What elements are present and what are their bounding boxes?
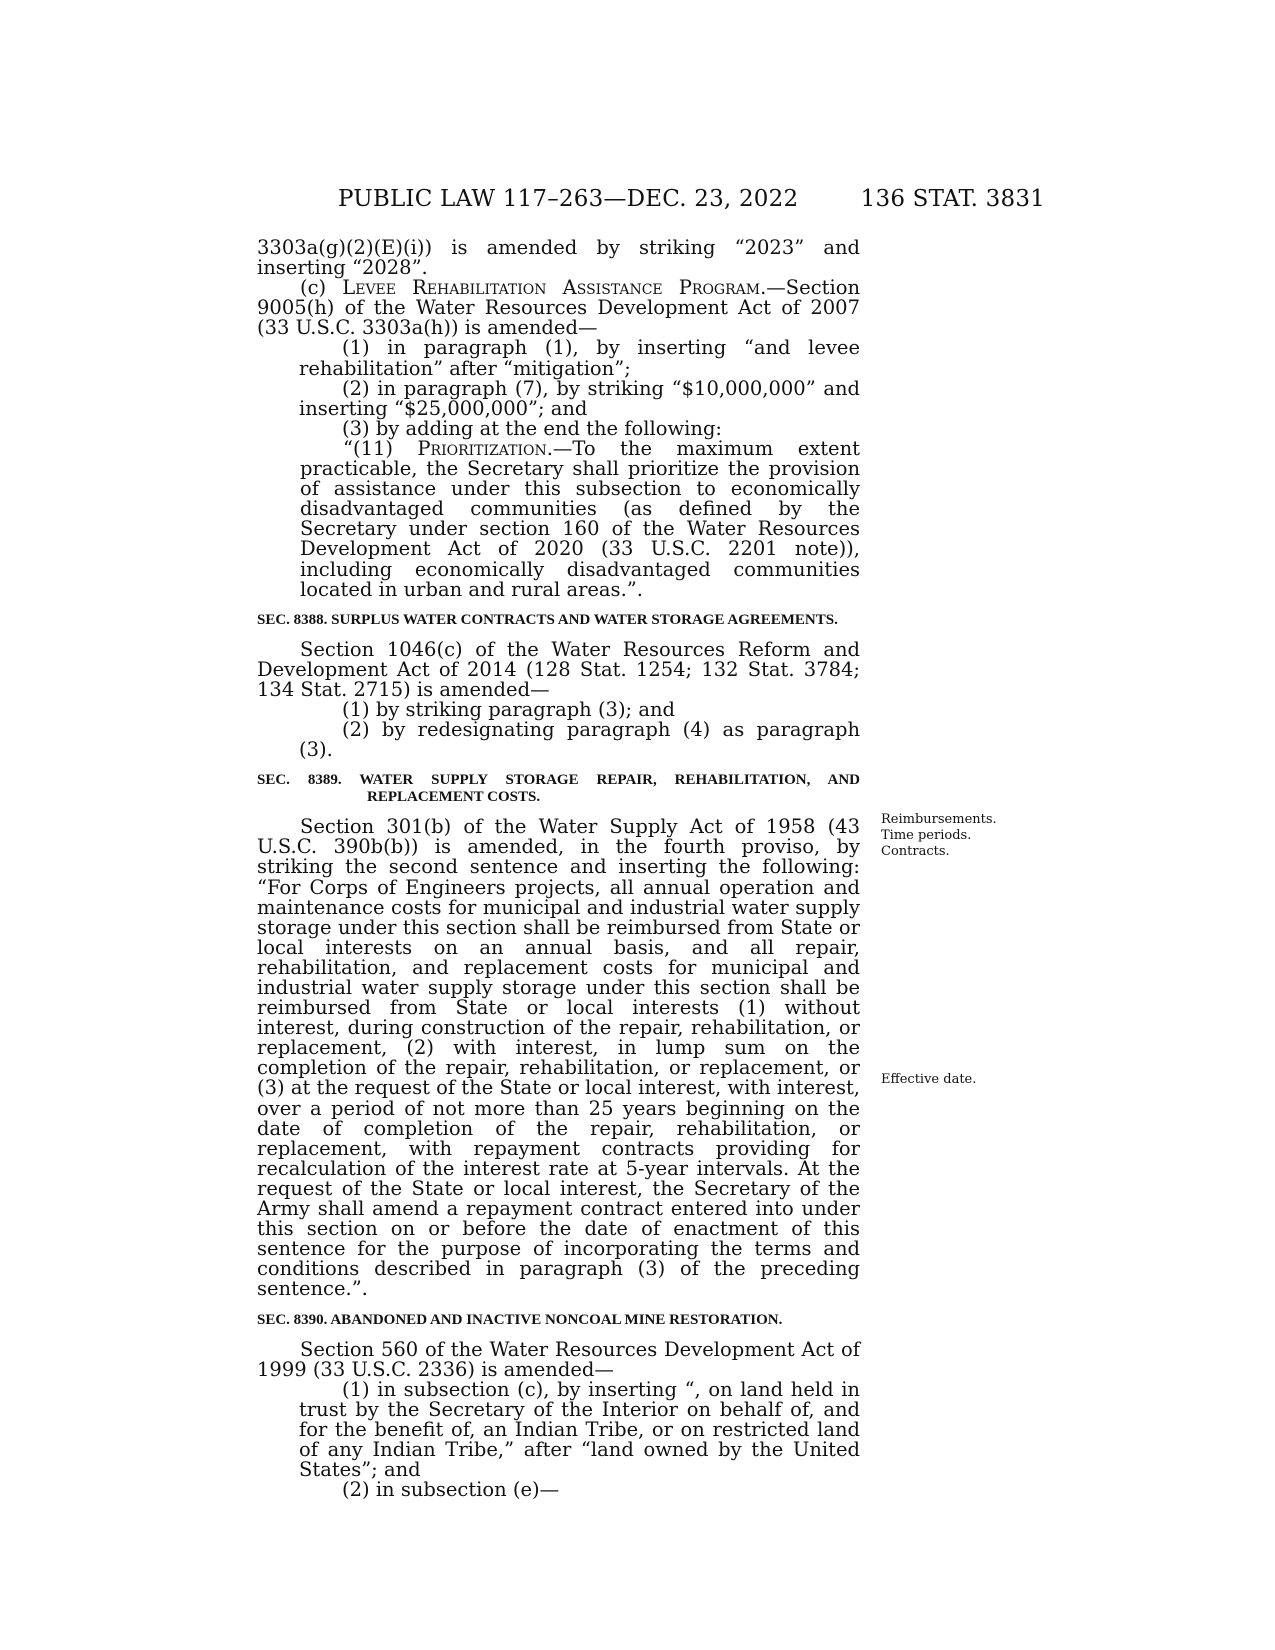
section-heading-8388: SEC. 8388. SURPLUS WATER CONTRACTS AND WATER STORAGE AGREEMENTS. bbox=[257, 611, 838, 628]
margin-note-group-1 bbox=[881, 812, 1051, 860]
page-number: 136 STAT. 3831 bbox=[860, 186, 1045, 212]
paragraph-levee-program bbox=[257, 278, 860, 338]
page-header bbox=[0, 186, 1275, 218]
margin-note-contracts: Contracts. bbox=[881, 844, 950, 859]
running-head: PUBLIC LAW 117–263—DEC. 23, 2022 bbox=[338, 186, 799, 212]
paragraph-section-8390: Section 560 of the Water Resources Development Act of 1999 (33 U.S.C. 2336) is amended— bbox=[257, 1337, 860, 1381]
paragraph-section-8389: Section 301(b) of the Water Supply Act of 1958 (43 U.S.C. 390b(b)) is amended, in the fourth proviso, by striking the second sentence and inserting the following: “For Corps of Engineers projects, all annual operation and maintenance costs for municipal and industrial water supply storage under this section shall be reimbursed from State or local interests on an annual basis, and all repair, rehabilitation, and replacement costs for municipal and industrial water supply storage under this section shall be reimbursed from State or local interests (1) without interest, during construction of the repair, rehabilitation, or replacement, (2) with interest, in lump sum on the completion of the repair, rehabilitation, or replacement, or (3) at the request of the State or local interest, with interest, over a period of not more than 25 years beginning on the date of completion of the repair, rehabilitation, or replacement, with repayment contracts providing for recalculation of the interest rate at 5-year intervals. At the request of the State or local interest, the Secretary of the Army shall amend a repayment contract entered into under this section on or before the date of enactment of this sentence for the purpose of incorporating the terms and conditions described in paragraph (3) of the preceding sentence.”. bbox=[257, 815, 860, 1301]
margin-note-time-periods: Time periods. bbox=[881, 828, 972, 843]
section-heading-8390: SEC. 8390. ABANDONED AND INACTIVE NONCOAL MINE RESTORATION. bbox=[257, 1311, 783, 1328]
section-heading-8389: SEC. 8389. WATER SUPPLY STORAGE REPAIR, REHABILITATION, AND REPLACEMENT COSTS. bbox=[257, 772, 860, 806]
paragraph-prioritization bbox=[257, 436, 860, 601]
paragraph-item-2: (2) in paragraph (7), by striking “$10,000,000” and inserting “$25,000,000”; and bbox=[299, 376, 860, 420]
paragraph-8388-item-1: (1) by striking paragraph (3); and bbox=[342, 697, 675, 721]
paragraph-8388-item-2: (2) by redesignating paragraph (4) as paragraph (3). bbox=[299, 718, 860, 762]
paragraph-8390-item-1: (1) in subsection (c), by inserting “, on land held in trust by the Secretary of the Interior on behalf of, and for the benefit of, an Indian Tribe, or on restricted land of any Indian Tribe,” after “land owned by the United States”; and bbox=[299, 1377, 860, 1482]
paragraph-item-3: (3) by adding at the end the following: bbox=[342, 416, 723, 440]
margin-note-reimbursements: Reimbursements. bbox=[881, 812, 997, 827]
paragraph-item-1: (1) in paragraph (1), by inserting “and levee rehabilitation” after “mitigation”; bbox=[299, 336, 860, 380]
prioritization-heading: Prioritization bbox=[417, 436, 547, 460]
prioritization-text: .—To the maximum extent practicable, the Secretary shall prioritize the provision of assistance under this subsection to economically disadvantaged communities (as defined by the Secretary under section 160 of the Water Resources Development Act of 2020 (33 U.S.C. 2201 note)), including economically disadvantaged communities located in urban and rural areas.”. bbox=[300, 436, 860, 601]
subsection-heading: Levee Rehabilitation Assistance Program bbox=[342, 276, 761, 300]
paragraph-section-8388: Section 1046(c) of the Water Resources Reform and Development Act of 2014 (128 Stat. 1254; 132 Stat. 3784; 134 Stat. 2715) is amended— bbox=[257, 637, 860, 701]
subsection-text: .—Section 9005(h) of the Water Resources Development Act of 2007 (33 U.S.C. 3303a(h)) is amended— bbox=[257, 276, 860, 340]
paragraph-8390-item-2: (2) in subsection (e)— bbox=[342, 1478, 560, 1502]
paragraph-continuation: 3303a(g)(2)(E)(i)) is amended by striking “2023” and inserting “2028”. bbox=[257, 236, 860, 280]
margin-note-effective-date: Effective date. bbox=[881, 1072, 977, 1087]
prioritization-label: “(11) bbox=[343, 436, 418, 460]
subsection-label: (c) bbox=[300, 276, 343, 300]
margin-note-group-2 bbox=[881, 1072, 1051, 1088]
document-body bbox=[257, 238, 860, 1500]
